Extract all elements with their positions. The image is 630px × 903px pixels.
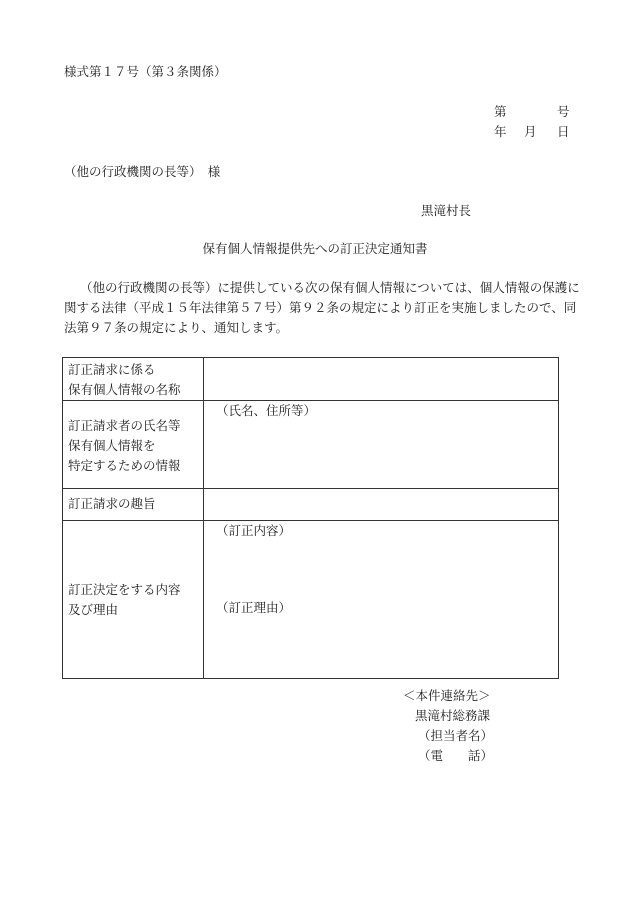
row-label-line: 訂正請求に係る xyxy=(68,362,156,377)
row-value-info-name xyxy=(204,358,559,401)
info-table xyxy=(62,357,559,679)
row-value-line: （氏名、住所等） xyxy=(216,403,317,418)
contact-phone: （電 話） xyxy=(418,748,494,763)
document-number-prefix: 第 xyxy=(494,104,507,119)
sender: 黒滝村長 xyxy=(421,203,472,218)
row-label-line: 訂正決定をする内容 xyxy=(68,582,181,597)
table-row xyxy=(63,521,559,679)
row-label-line: 保有個人情報の名称 xyxy=(68,382,181,397)
contact-department: 黒滝村総務課 xyxy=(415,708,491,723)
body-text xyxy=(64,278,580,338)
row-label-line: 訂正請求者の氏名等 xyxy=(68,418,181,433)
table-row xyxy=(63,401,559,489)
row-value-decision xyxy=(204,521,559,679)
row-label-line: 特定するための情報 xyxy=(68,458,181,473)
row-label-purpose xyxy=(63,489,204,521)
row-label-requester xyxy=(63,401,204,489)
row-value-requester xyxy=(204,401,559,489)
date-month: 月 xyxy=(524,124,537,139)
row-label-info-name xyxy=(63,358,204,401)
date-day: 日 xyxy=(557,124,570,139)
row-value-correction-reason: （訂正理由） xyxy=(216,599,292,615)
row-label-decision xyxy=(63,521,204,679)
date-year: 年 xyxy=(494,124,507,139)
document-title: 保有個人情報提供先への訂正決定通知書 xyxy=(202,241,428,256)
form-number: 様式第１７号（第３条関係） xyxy=(64,64,227,79)
body-line-1: （他の行政機関の長等）に提供している次の保有個人情報については、個人情報の保護に xyxy=(80,280,580,295)
contact-heading: ＜本件連絡先＞ xyxy=(403,688,491,703)
row-value-correction-content: （訂正内容） xyxy=(216,523,292,538)
table-row xyxy=(63,489,559,521)
row-label-line: 保有個人情報を xyxy=(68,438,156,453)
body-line-2: 関する法律（平成１５年法律第５７号）第９２条の規定により訂正を実施しましたので、同 xyxy=(64,300,577,315)
table-row xyxy=(63,358,559,401)
addressee: （他の行政機関の長等） 様 xyxy=(64,164,221,179)
row-label-line: 訂正請求の趣旨 xyxy=(68,496,156,512)
row-label-line: 及び理由 xyxy=(68,602,119,617)
contact-person: （担当者名） xyxy=(418,728,494,743)
document-number-suffix: 号 xyxy=(557,104,570,119)
contact-block xyxy=(403,686,493,766)
body-line-3: 法第９７条の規定により、通知します。 xyxy=(64,320,289,335)
row-value-purpose xyxy=(204,489,559,521)
